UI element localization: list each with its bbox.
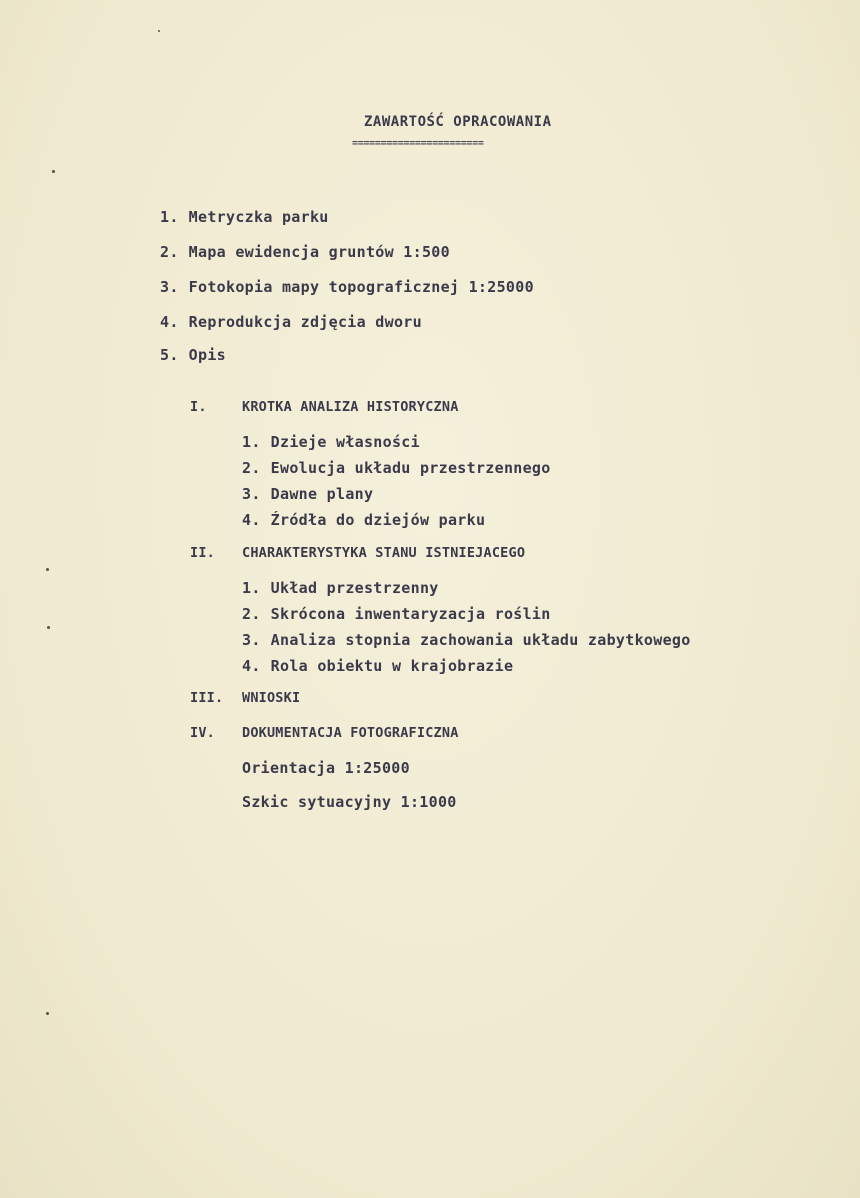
section-number: I. — [190, 399, 207, 415]
margin-speck — [47, 626, 50, 629]
sub-item-number: 2. — [242, 459, 261, 477]
item-number: 1. — [160, 208, 179, 226]
margin-speck — [158, 30, 160, 32]
sub-item-number: 1. — [242, 579, 261, 597]
sub-item — [242, 433, 420, 451]
section-note: Szkic sytuacyjny 1:1000 — [242, 793, 457, 811]
sub-item-text: Rola obiektu w krajobrazie — [270, 657, 514, 675]
section-heading — [190, 690, 300, 706]
item-text: Metryczka parku — [188, 208, 329, 226]
section-note: Orientacja 1:25000 — [242, 759, 410, 777]
item-number: 4. — [160, 313, 179, 331]
sub-item — [242, 605, 551, 623]
section-number: IV. — [190, 725, 215, 741]
sub-item-number: 3. — [242, 631, 261, 649]
margin-speck — [52, 170, 55, 173]
item-number: 2. — [160, 243, 179, 261]
section-number: III. — [190, 690, 224, 706]
item-text: Reprodukcja zdjęcia dworu — [188, 313, 422, 331]
sub-item-number: 2. — [242, 605, 261, 623]
item-text: Fotokopia mapy topograficznej 1:25000 — [188, 278, 534, 296]
sub-item-number: 3. — [242, 485, 261, 503]
section-heading — [190, 545, 525, 561]
list-item — [160, 278, 534, 296]
item-text: Opis — [188, 346, 226, 364]
sub-item-text: Dawne plany — [270, 485, 374, 503]
margin-speck — [46, 1012, 49, 1015]
sub-item-text: Układ przestrzenny — [270, 579, 439, 597]
list-item — [160, 313, 422, 331]
item-text: Mapa ewidencja gruntów 1:500 — [188, 243, 450, 261]
section-heading — [190, 725, 459, 741]
sub-item — [242, 631, 691, 649]
sub-item-text: Skrócona inwentaryzacja roślin — [270, 605, 551, 623]
list-item — [160, 243, 450, 261]
sub-item — [242, 485, 373, 503]
sub-item-text: Ewolucja układu przestrzennego — [270, 459, 551, 477]
list-item — [160, 346, 226, 364]
sub-item — [242, 579, 439, 597]
sub-item-text: Analiza stopnia zachowania układu zabytkowego — [270, 631, 691, 649]
sub-item — [242, 459, 551, 477]
sub-item-text: Źródła do dziejów parku — [270, 511, 486, 529]
sub-item-number: 1. — [242, 433, 261, 451]
title-underline: ======================= — [352, 138, 484, 149]
section-title: KROTKA ANALIZA HISTORYCZNA — [242, 399, 459, 415]
section-number: II. — [190, 545, 215, 561]
sub-item — [242, 657, 513, 675]
sub-item — [242, 511, 485, 529]
sub-item-text: Dzieje własności — [270, 433, 420, 451]
list-item — [160, 208, 329, 226]
item-number: 5. — [160, 346, 179, 364]
section-title: CHARAKTERYSTYKA STANU ISTNIEJACEGO — [242, 545, 526, 561]
document-title: ZAWARTOŚĆ OPRACOWANIA — [364, 114, 552, 130]
section-title: DOKUMENTACJA FOTOGRAFICZNA — [242, 725, 459, 741]
margin-speck — [46, 568, 49, 571]
item-number: 3. — [160, 278, 179, 296]
section-heading — [190, 399, 459, 415]
sub-item-number: 4. — [242, 511, 261, 529]
sub-item-number: 4. — [242, 657, 261, 675]
section-title: WNIOSKI — [242, 690, 301, 706]
